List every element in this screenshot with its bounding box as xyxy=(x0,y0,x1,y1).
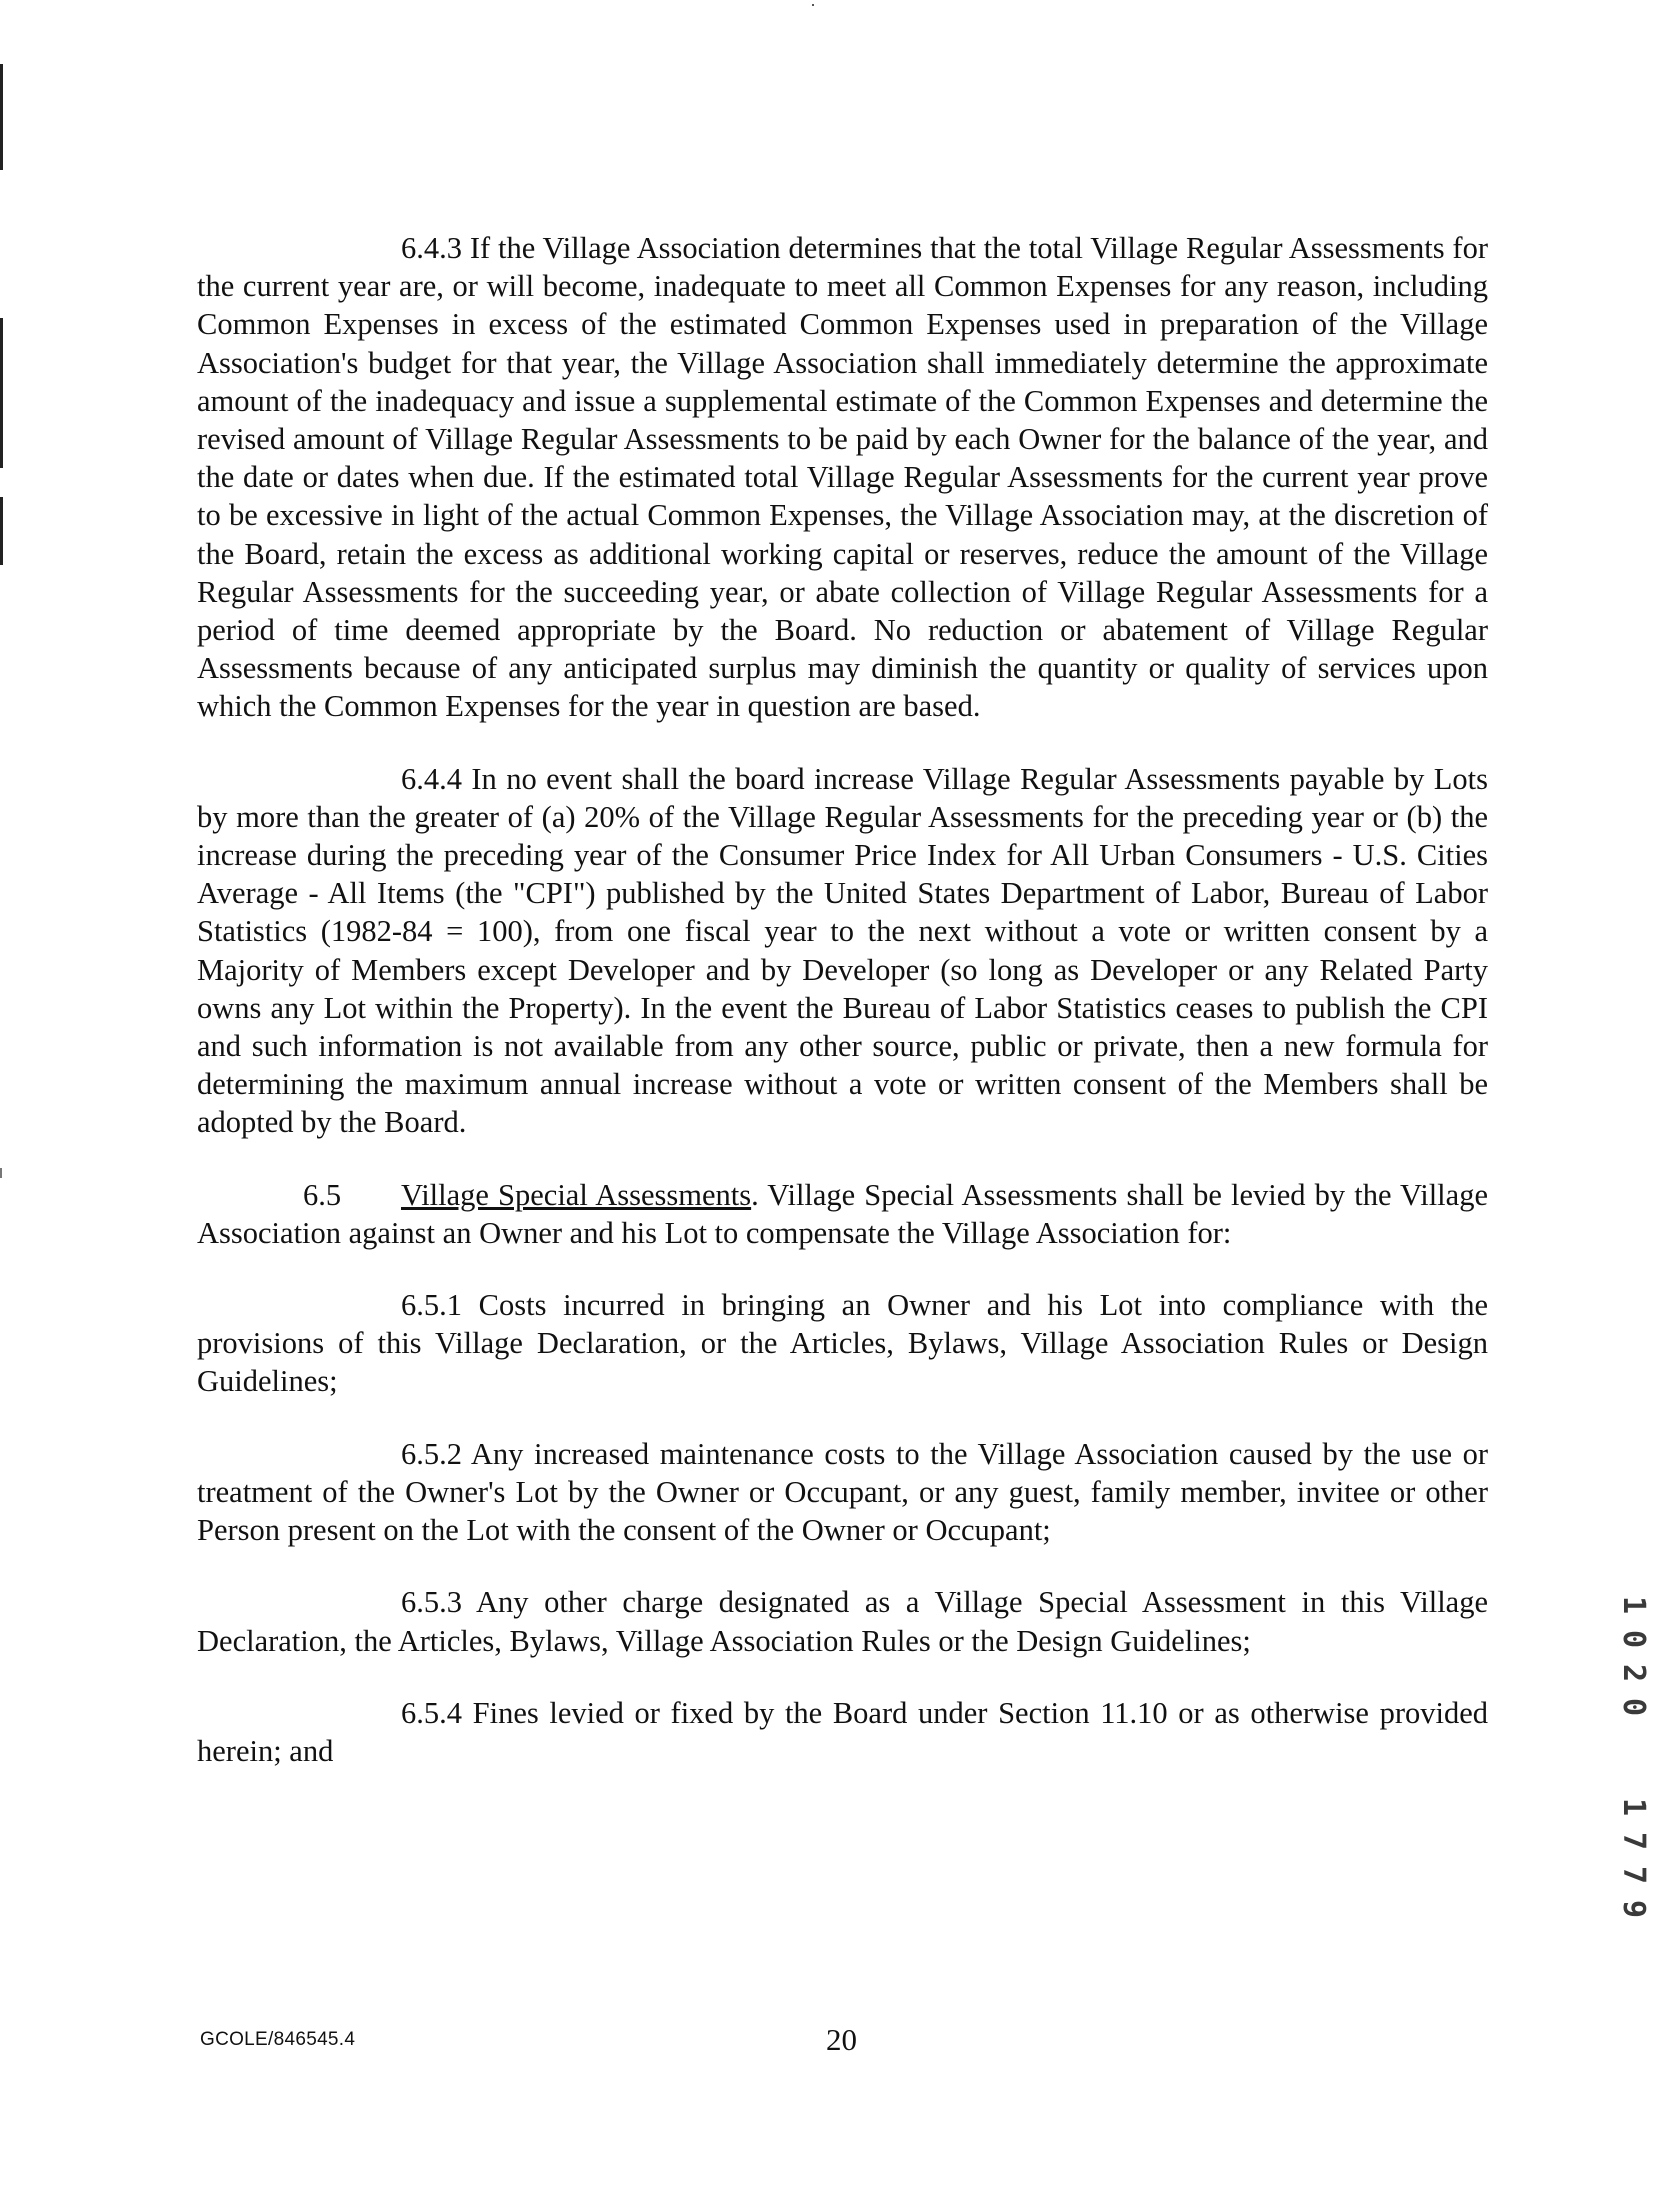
stamp-digit: 0 xyxy=(1616,1629,1651,1649)
page-number: 20 xyxy=(826,2022,857,2057)
recording-stamp-upper xyxy=(1615,1588,1651,1724)
stamp-digit: 9 xyxy=(1616,1899,1651,1919)
stamp-digit: 1 xyxy=(1616,1595,1651,1615)
section-body: . Village Special Assessments shall be levied by the Village Association against an Owner and his Lot to compensate the Village Association for: xyxy=(197,1177,1488,1250)
stamp-digit: 7 xyxy=(1616,1865,1651,1885)
margin-change-bar xyxy=(0,318,3,468)
margin-change-bar xyxy=(0,497,3,565)
section-6-5 xyxy=(197,1176,1488,1252)
stamp-digit: 7 xyxy=(1616,1831,1651,1851)
margin-change-bar xyxy=(0,1168,2,1178)
recording-stamp-lower xyxy=(1615,1790,1651,1926)
section-number: 6.5 xyxy=(303,1177,342,1212)
section-6-5-3: 6.5.3 Any other charge designated as a Village Special Assessment in this Village Declaration, the Articles, Bylaws, Village Association Rules or the Design Guidelines; xyxy=(197,1585,1488,1658)
footer-document-id: GCOLE/846545.4 xyxy=(200,2029,356,2050)
stamp-digit: 2 xyxy=(1616,1663,1651,1683)
section-6-5-2: 6.5.2 Any increased maintenance costs to the Village Association caused by the use or treatment of the Owner's Lot by the Owner or Occupant, or any guest, family member, invitee or other Person present on the Lot with the consent of the Owner or Occupant; xyxy=(197,1436,1488,1548)
scan-speck xyxy=(812,4,814,6)
stamp-digit: 0 xyxy=(1616,1697,1651,1717)
body-text xyxy=(197,229,1488,1770)
section-6-5-1: 6.5.1 Costs incurred in bringing an Owner and his Lot into compliance with the provisions of this Village Declaration, or the Articles, Bylaws, Village Association Rules or Design Guidelines; xyxy=(197,1288,1488,1399)
margin-change-bar xyxy=(0,64,3,170)
section-6-5-4: 6.5.4 Fines levied or fixed by the Board under Section 11.10 or as otherwise provided herein; and xyxy=(197,1695,1488,1768)
stamp-digit: 1 xyxy=(1616,1797,1651,1817)
section-6-4-4: 6.4.4 In no event shall the board increase Village Regular Assessments payable by Lots by more than the greater of (a) 20% of the Village Regular Assessments for the preceding year or (b) the increase during the preceding year of the Consumer Price Index for All Urban Consumers - U.S. Cities Average - All Items (the "CPI") published by the United States Department of Labor, Bureau of Labor Statistics (1982-84 = 100), from one fiscal year to the next without a vote or written consent by a Majority of Members except Developer and by Developer (so long as Developer or any Related Party owns any Lot within the Property). In the event the Bureau of Labor Statistics ceases to publish the CPI and such information is not available from any other source, public or private, then a new formula for determining the maximum annual increase without a vote or written consent of the Members shall be adopted by the Board. xyxy=(197,761,1488,1140)
section-heading: Village Special Assessments xyxy=(401,1177,752,1212)
section-6-4-3: 6.4.3 If the Village Association determines that the total Village Regular Assessments for the current year are, or will become, inadequate to meet all Common Expenses for any reason, including Common Expenses in excess of the estimated Common Expenses used in preparation of the Village Association's budget for that year, the Village Association shall immediately determine the approximate amount of the inadequacy and issue a supplemental estimate of the Common Expenses and determine the revised amount of Village Regular Assessments to be paid by each Owner for the balance of the year, and the date or dates when due. If the estimated total Village Regular Assessments for the current year prove to be excessive in light of the actual Common Expenses, the Village Association may, at the discretion of the Board, retain the excess as additional working capital or reserves, reduce the amount of the Village Regular Assessments for the succeeding year, or abate collection of Village Regular Assessments for a period of time deemed appropriate by the Board. No reduction or abatement of Village Regular Assessments because of any anticipated surplus may diminish the quantity or quality of services upon which the Common Expenses for the year in question are based. xyxy=(197,231,1488,724)
